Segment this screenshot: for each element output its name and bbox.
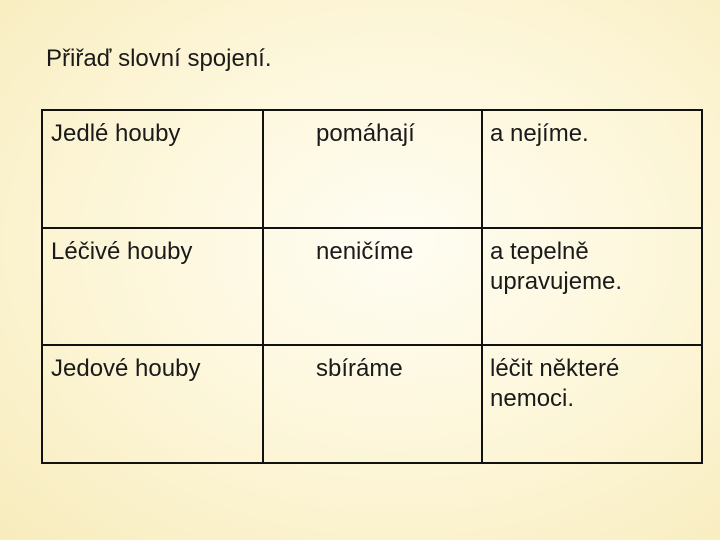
table-cell	[482, 345, 702, 463]
table-row	[42, 345, 702, 463]
cell-text: léčit některé nemoci.	[490, 355, 620, 413]
table-cell	[263, 110, 482, 228]
table-cell	[263, 345, 482, 463]
cell-text: Léčivé houby	[51, 237, 193, 265]
table-cell	[42, 110, 263, 228]
table-cell	[482, 228, 702, 346]
table-row	[42, 110, 702, 228]
instruction-heading: Přiřaď slovní spojení.	[46, 45, 272, 72]
matching-table	[41, 109, 703, 464]
cell-text: pomáhají	[316, 120, 415, 147]
cell-text: neničíme	[316, 237, 414, 265]
table-cell	[42, 228, 263, 346]
table-row	[42, 228, 702, 346]
cell-text: a tepelně upravujeme.	[490, 237, 623, 295]
table-cell	[42, 345, 263, 463]
cell-text: sbíráme	[316, 355, 403, 383]
cell-text: a nejíme.	[490, 120, 589, 147]
table-cell	[482, 110, 702, 228]
table-cell	[263, 228, 482, 346]
cell-text: Jedové houby	[51, 355, 201, 383]
cell-text: Jedlé houby	[51, 120, 181, 147]
